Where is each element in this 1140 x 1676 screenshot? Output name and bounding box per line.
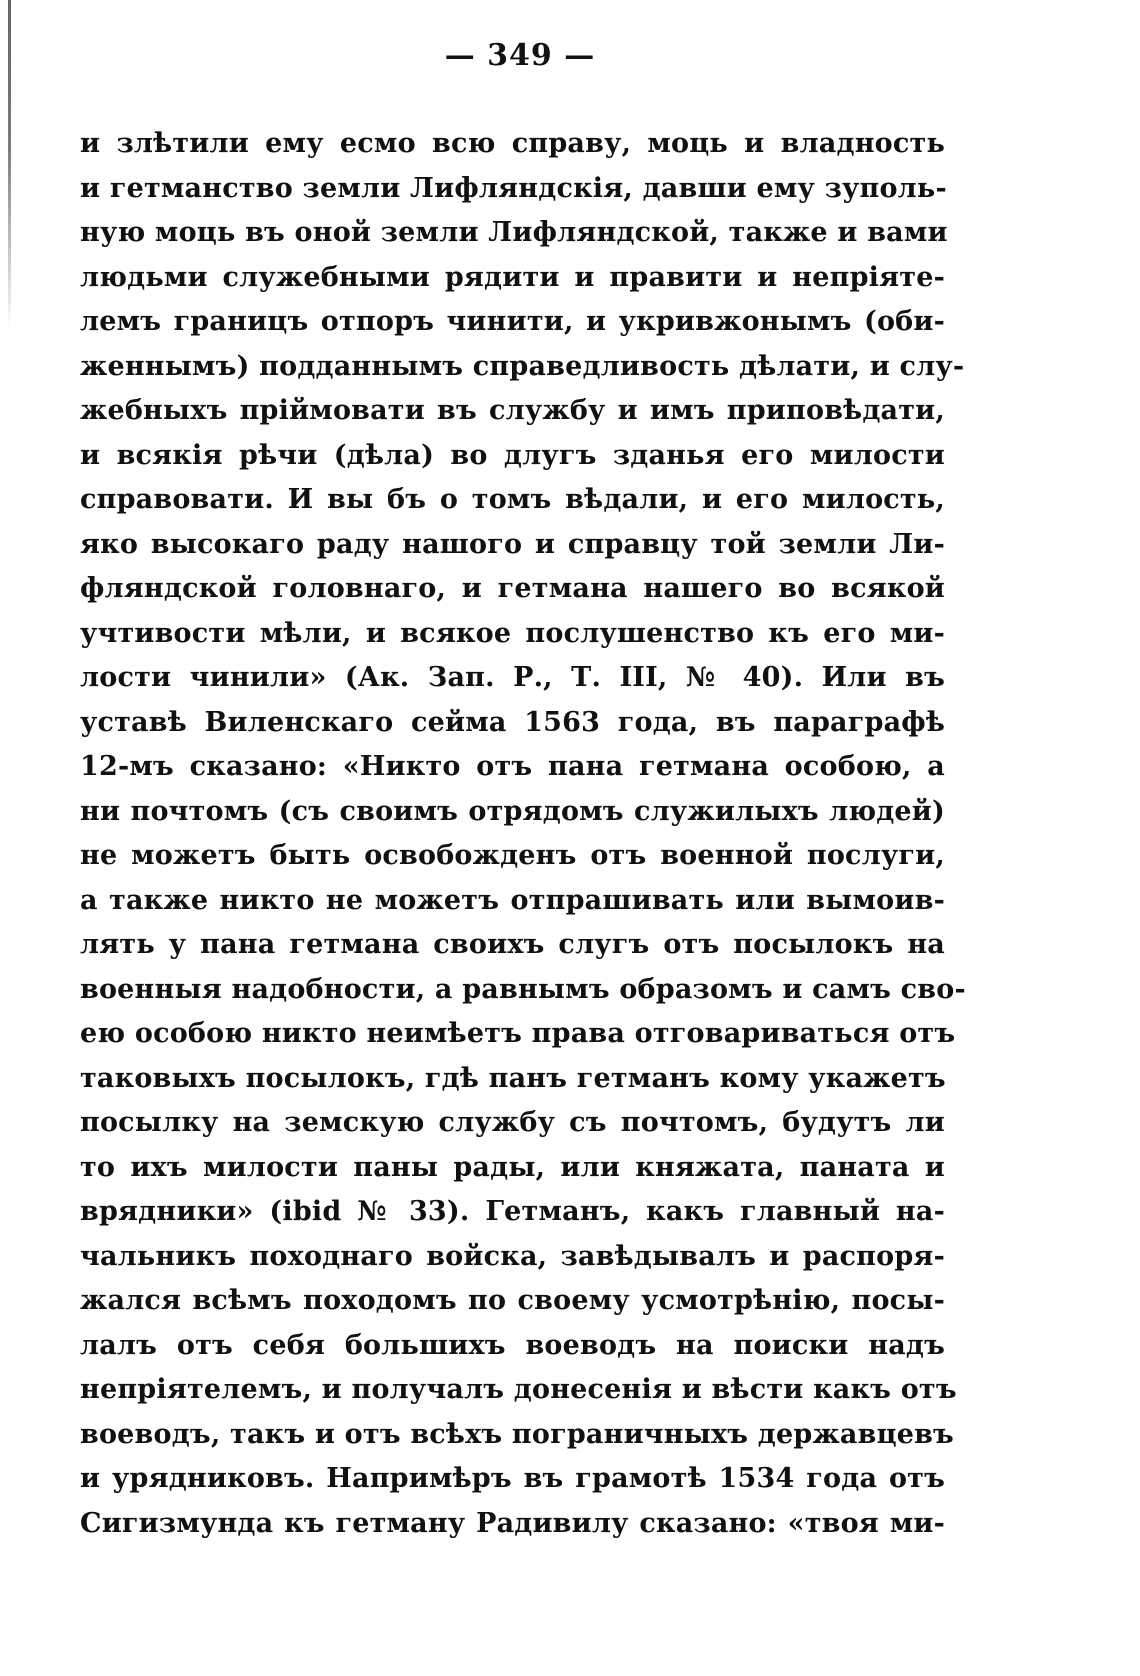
text-line: лалъ отъ себя большихъ воеводъ на поиски надъ bbox=[80, 1329, 945, 1361]
text-line: женнымъ) подданнымъ справедливость дѣлати, и слу- bbox=[80, 350, 965, 382]
text-line: 12-мъ сказано: «Никто отъ пана гетмана особою, а bbox=[80, 751, 945, 782]
text-line: не можетъ быть освобожденъ отъ военной послуги, bbox=[80, 840, 945, 871]
text-line: и урядниковъ. Напримѣръ въ грамотѣ 1534 года отъ bbox=[80, 1463, 945, 1494]
text-line: ни почтомъ (съ своимъ отрядомъ служилыхъ людей) bbox=[80, 795, 945, 827]
text-line: а также никто не можетъ отпрашивать или вымоив- bbox=[80, 884, 945, 916]
text-line: людьми служебными рядити и правити и непріяте- bbox=[80, 261, 945, 293]
text-line: и злѣтили ему есмо всю справу, моць и владность bbox=[80, 128, 945, 159]
text-line: лемъ границъ отпоръ чинити, и укривжонымъ (оби- bbox=[80, 306, 945, 337]
text-line: посылку на земскую службу съ почтомъ, будутъ ли bbox=[80, 1107, 945, 1138]
text-line: и гетманство земли Лифляндскія, давши ему зуполь- bbox=[80, 172, 947, 204]
text-line: таковыхъ посылокъ, гдѣ панъ гетманъ кому укажетъ bbox=[80, 1062, 946, 1094]
text-line: лости чинили» (Ак. Зап. Р., Т. III, № 40). Или въ bbox=[80, 662, 945, 693]
text-line: Сигизмунда къ гетману Радивилу сказано: «твоя ми- bbox=[80, 1507, 945, 1539]
text-line: и всякія рѣчи (дѣла) во длугъ зданья его милости bbox=[80, 439, 945, 471]
text-line: жался всѣмъ походомъ по своему усмотрѣнію, посы- bbox=[80, 1285, 945, 1316]
text-line: воеводъ, такъ и отъ всѣхъ пограничныхъ державцевъ bbox=[80, 1418, 954, 1450]
text-line: жебныхъ пріймовати въ службу и имъ приповѣдати, bbox=[80, 395, 945, 426]
text-line: непріятелемъ, и получалъ донесенія и вѣсти какъ отъ bbox=[80, 1374, 957, 1405]
text-line: уставѣ Виленскаго сейма 1563 года, въ параграфѣ bbox=[80, 706, 945, 738]
text-line: ную моць въ оной земли Лифляндской, также и вами bbox=[80, 217, 948, 248]
text-line: то ихъ милости паны рады, или княжата, паната и bbox=[80, 1151, 945, 1183]
text-line: справовати. И вы бъ о томъ вѣдали, и его милость, bbox=[80, 484, 945, 515]
text-line: ею особою никто неимѣетъ права отговариваться отъ bbox=[80, 1018, 956, 1049]
text-line: фляндской головнаго, и гетмана нашего во всякой bbox=[80, 573, 945, 604]
text-line: военныя надобности, а равнымъ образомъ и самъ сво- bbox=[80, 973, 966, 1005]
text-line: чальникъ походнаго войска, завѣдывалъ и распоря- bbox=[80, 1240, 945, 1272]
body-text bbox=[80, 122, 966, 1546]
text-line: учтивости мѣли, и всякое послушенство къ его ми- bbox=[80, 617, 945, 649]
text-line: врядники» (ibid № 33). Гетманъ, какъ главный на- bbox=[80, 1196, 945, 1227]
text-line: лять у пана гетмана своихъ слугъ отъ посылокъ на bbox=[80, 929, 945, 960]
text-line: яко высокаго раду нашого и справцу той земли Ли- bbox=[80, 528, 945, 560]
page-number: — 349 — bbox=[444, 38, 596, 73]
